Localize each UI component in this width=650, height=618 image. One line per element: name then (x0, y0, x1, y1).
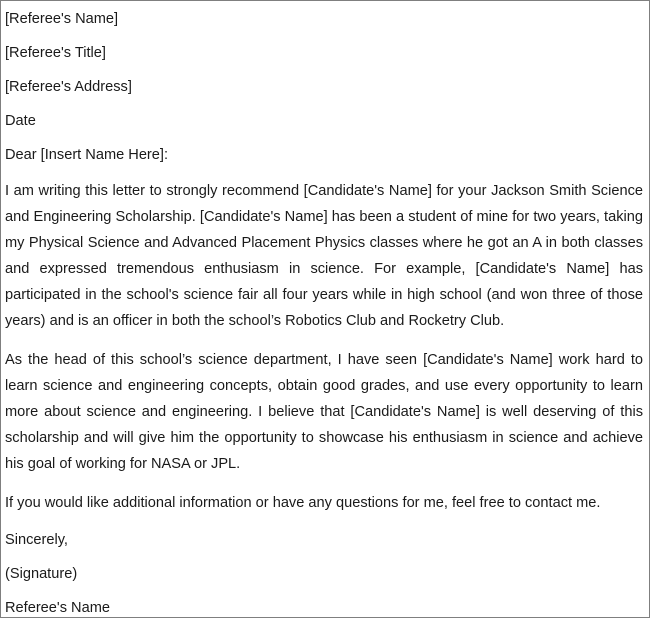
signoff-name: Referee's Name (5, 600, 110, 616)
body-paragraph-recommendation: I am writing this letter to strongly recommend [Candidate's Name] for your Jackson Smith Science and Engineering Scholarship. [Candidate's Name] has been a student of mine for two years, taking my Physical Science and Advanced Placement Physics classes where he got an A in both classes and expressed tremendous enthusiasm in science. For example, [Candidate's Name] has participated in the school's science fair all four years while in high school (and won three of those years) and is an officer in both the school’s Robotics Club and Rocketry Club. (5, 183, 643, 329)
signature-placeholder: (Signature) (5, 566, 78, 582)
body-paragraph-department: As the head of this school’s science department, I have seen [Candidate's Name] work hard to learn science and engineering concepts, obtain good grades, and use every opportunity to learn more about science and engineering. I believe that [Candidate's Name] is well deserving of this scholarship and will give him the opportunity to showcase his enthusiasm in science and achieve his goal of working for NASA or JPL. (5, 352, 643, 472)
referee-title-placeholder: [Referee's Title] (5, 45, 106, 61)
referee-name-placeholder: [Referee's Name] (5, 11, 119, 27)
closing: Sincerely, (5, 532, 68, 548)
letter-date: Date (5, 113, 36, 129)
referee-address-placeholder: [Referee's Address] (5, 79, 132, 95)
body-paragraph-contact: If you would like additional information or have any questions for me, feel free to contact me. (5, 495, 601, 511)
salutation: Dear [Insert Name Here]: (5, 147, 169, 163)
